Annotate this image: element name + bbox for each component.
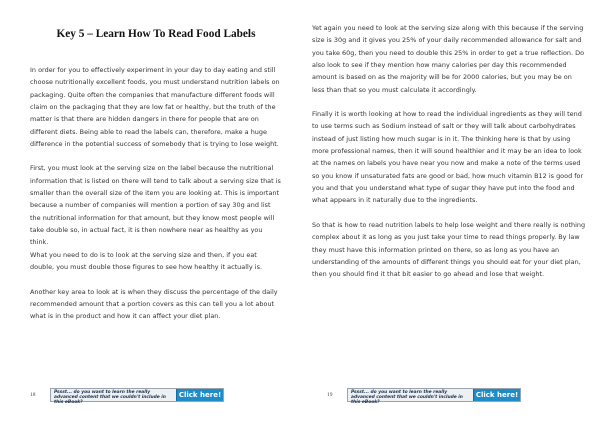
click-here-button[interactable]: Click here! — [176, 389, 223, 401]
page-number: 18 — [30, 392, 36, 398]
chapter-title: Key 5 – Learn How To Read Food Labels — [56, 28, 256, 40]
promo-banner[interactable] — [50, 388, 224, 406]
body-paragraph: Finally it is worth looking at how to read the individual ingredients as they will tend to use terms such as Sodium instead of salt or they will talk about carbohydrates instead of just listing how much sugar is in it. The thinking here is that by using more professional names, then it will sound healthier and it may be an idea to look at the names on labels you have near you now and make a note of the terms used so you know if unsaturated fats are good or bad, how much vitamin B12 is good for you and that you understand what type of sugar they have put into the food and what appears in it naturally due to the ingredients. — [312, 110, 584, 205]
right-page-footer — [327, 388, 521, 406]
left-page-footer — [30, 388, 224, 406]
page-number: 19 — [327, 392, 333, 398]
right-page — [300, 0, 600, 424]
promo-text — [51, 389, 176, 406]
body-paragraph: So that is how to read nutrition labels to help lose weight and there really is nothing complex about it as long as you just take your time to read things properly. By law they must have this information printed on there, so as long as you have an understanding of the amounts of different things you should eat for your diet plan, then you should find it that bit easier to go ahead and lose that weight. — [312, 220, 586, 279]
promo-text-content: Pssst... do you want to learn the really advanced content that we couldn't include in this eBook? — [54, 390, 166, 406]
body-paragraph: Another key area to look at is when they discuss the percentage of the daily recommended amount that a portion covers as this can tell you a lot about what is in the product and how it can affect your diet plan. — [30, 287, 278, 321]
right-page-content — [312, 22, 586, 281]
body-paragraph: What you need to do is to look at the serving size and then, if you eat double, you must double those figures to see how healthy it actually is. — [30, 250, 263, 272]
body-paragraph: Yet again you need to look at the serving size along with this because if the serving size is 30g and it gives you 25% of your daily recommended allowance for salt and you take 60g, then you need to double this 25% in order to get a true reflection. Do also look to see if they mention how many calories per day this recommended amount is based on as the majority will be for 2000 calories, but you may be on less than that so you must calculate it accordingly. — [312, 24, 585, 94]
promo-banner[interactable] — [347, 388, 521, 406]
promo-text-content: Pssst... do you want to learn the really advanced content that we couldn't include in this eBook? — [351, 390, 463, 406]
click-here-button[interactable]: Click here! — [473, 389, 520, 401]
body-paragraph: In order for you to effectively experiment in your day to day eating and still choose nutritionally excellent foods, you must understand nutrition labels on packaging. Quite often the companies that manufacture different foods will claim on the packaging that they are low fat or healthy, but the truth of the matter is that there are hidden dangers in there for people that are on different diets. Being able to read the labels can, therefore, make a huge difference in the potential success of somebody that is trying to lose weight. — [30, 66, 280, 149]
promo-text — [348, 389, 473, 406]
left-page-content — [30, 22, 282, 323]
body-paragraph: First, you must look at the serving size on the label because the nutritional information that is listed on there will tend to talk about a serving size that is smaller than the overall size of the item you are looking at. This is important because a number of companies will mention a portion of say 30g and list the nutritional information for that amount, but they know most people will take double so, in actual fact, it is then nowhere near as healthy as you think. — [30, 164, 281, 247]
